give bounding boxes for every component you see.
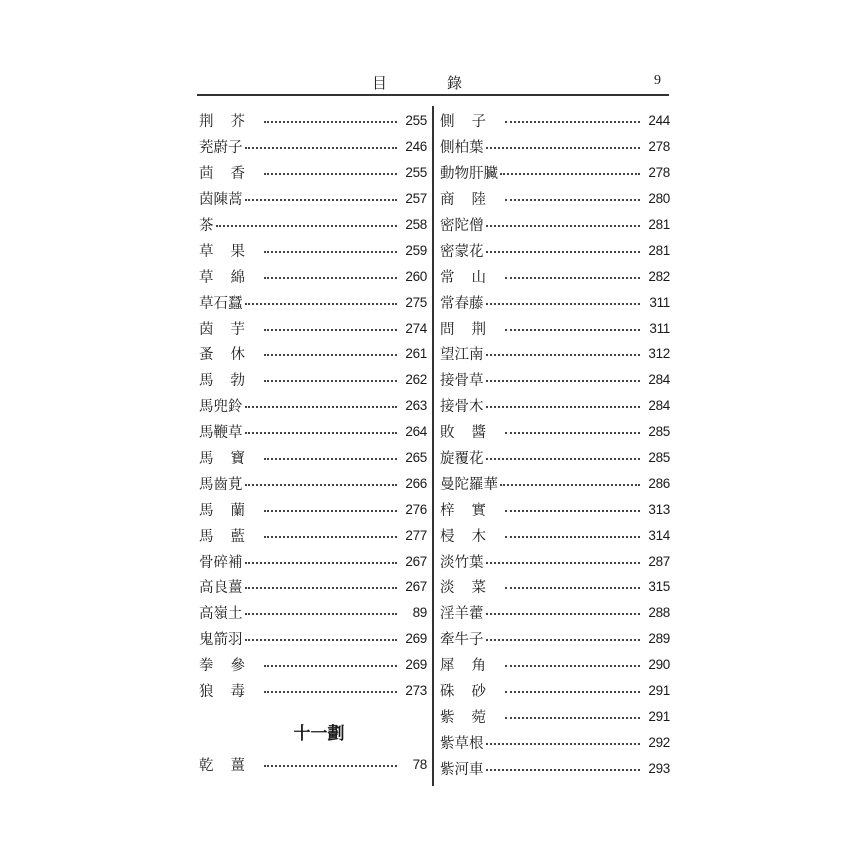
toc-entry[interactable] [199, 522, 427, 548]
entry-page-number: 255 [405, 165, 427, 181]
toc-entry[interactable] [199, 445, 427, 471]
toc-entry[interactable] [199, 652, 427, 678]
entry-name: 鬼箭羽 [199, 632, 243, 649]
leader-dots [486, 742, 641, 745]
entry-page-number: 262 [405, 372, 427, 388]
entry-page-number: 89 [412, 605, 427, 621]
entry-name: 狼毒 [199, 684, 262, 701]
entry-page-number: 289 [648, 631, 670, 647]
toc-entry[interactable] [440, 367, 670, 393]
toc-entry[interactable] [199, 548, 427, 574]
entry-name: 問荆 [440, 321, 503, 338]
entry-name: 茵芋 [199, 321, 262, 338]
toc-entry[interactable] [199, 574, 427, 600]
entry-name: 淡菜 [440, 580, 503, 597]
toc-entry[interactable] [199, 289, 427, 315]
entry-name: 馬蘭 [199, 502, 262, 519]
toc-entry[interactable] [440, 315, 670, 341]
leader-dots [245, 198, 398, 201]
toc-entry[interactable] [440, 134, 670, 160]
entry-page-number: 311 [649, 294, 670, 310]
entry-name: 望江南 [440, 347, 484, 364]
entry-name: 茵陳蒿 [199, 192, 243, 209]
entry-page-number: 285 [648, 424, 670, 440]
entry-page-number: 291 [648, 708, 670, 724]
entry-page-number: 267 [405, 553, 427, 569]
toc-entry[interactable] [440, 341, 670, 367]
leader-dots [486, 302, 641, 305]
entry-name: 梫木 [440, 528, 503, 545]
leader-dots [264, 379, 397, 382]
entry-name: 茺蔚子 [199, 140, 243, 157]
leader-dots [245, 302, 398, 305]
toc-entry[interactable] [440, 160, 670, 186]
leader-dots [264, 250, 397, 253]
entry-page-number: 315 [648, 579, 670, 595]
entry-page-number: 258 [405, 217, 427, 232]
entry-name: 側柏葉 [440, 140, 484, 157]
leader-dots [264, 276, 397, 279]
entry-page-number: 285 [648, 450, 670, 466]
entry-page-number: 244 [648, 113, 670, 129]
leader-dots [486, 638, 641, 641]
toc-entry[interactable] [440, 755, 670, 781]
entry-name: 高良薑 [199, 580, 243, 597]
leader-dots [505, 664, 640, 667]
leader-dots [486, 250, 641, 253]
entry-page-number: 267 [405, 579, 427, 595]
leader-dots [486, 146, 641, 149]
leader-dots [500, 172, 640, 175]
toc-entry[interactable] [199, 393, 427, 419]
toc-entry[interactable] [440, 263, 670, 289]
entry-name: 密陀僧 [440, 218, 484, 234]
leader-dots [264, 328, 397, 331]
toc-entry[interactable] [199, 237, 427, 263]
toc-entry[interactable] [440, 237, 670, 263]
entry-page-number: 281 [648, 217, 670, 232]
entry-page-number: 291 [648, 683, 670, 699]
entry-page-number: 281 [648, 242, 670, 258]
leader-dots [264, 690, 397, 693]
leader-dots [264, 457, 397, 460]
leader-dots [505, 431, 640, 434]
toc-entry[interactable] [440, 212, 670, 238]
entry-name: 旋覆花 [440, 451, 484, 468]
leader-dots [264, 764, 397, 767]
entry-page-number: 274 [405, 320, 427, 336]
entry-name: 荆芥 [199, 114, 262, 131]
entry-name: 草果 [199, 243, 262, 260]
entry-name: 淫羊藿 [440, 606, 484, 623]
entry-name: 梓實 [440, 502, 503, 519]
toc-entry[interactable] [440, 703, 670, 729]
toc-entry[interactable] [199, 751, 427, 777]
entry-name: 草綿 [199, 269, 262, 286]
entry-page-number: 277 [405, 527, 427, 543]
toc-entry[interactable] [440, 626, 670, 652]
toc-entry[interactable] [199, 470, 427, 496]
entry-page-number: 278 [648, 165, 670, 181]
toc-entry[interactable] [440, 393, 670, 419]
leader-dots [505, 535, 640, 538]
entry-name: 常春藤 [440, 295, 484, 312]
entry-name: 商陸 [440, 192, 503, 209]
entry-page-number: 259 [405, 242, 427, 258]
toc-entry[interactable] [199, 160, 427, 186]
entry-page-number: 312 [648, 346, 670, 362]
entry-name: 紫草根 [440, 735, 484, 752]
entry-name: 拳參 [199, 658, 262, 675]
leader-dots [505, 328, 640, 331]
leader-dots [505, 509, 640, 512]
entry-name: 敗醬 [440, 425, 503, 442]
entry-page-number: 284 [648, 372, 670, 388]
leader-dots [245, 638, 398, 641]
toc-entry[interactable] [199, 212, 427, 238]
entry-name: 動物肝臟 [440, 166, 498, 183]
entry-name: 茴香 [199, 166, 262, 183]
leader-dots [505, 690, 640, 693]
header-title-part2: 錄 [447, 74, 463, 92]
leader-dots [505, 716, 640, 719]
leader-dots [245, 431, 398, 434]
leader-dots [245, 612, 398, 615]
toc-entry[interactable] [199, 626, 427, 652]
toc-entry[interactable] [199, 186, 427, 212]
toc-entry[interactable] [199, 134, 427, 160]
leader-dots [500, 483, 640, 486]
entry-name: 馬鞭草 [199, 425, 243, 442]
entry-page-number: 263 [405, 398, 427, 414]
column-divider [432, 106, 434, 786]
toc-entry[interactable] [440, 445, 670, 471]
entry-page-number: 286 [648, 475, 670, 491]
entry-page-number: 290 [648, 657, 670, 673]
leader-dots [216, 224, 398, 227]
leader-dots [264, 664, 397, 667]
leader-dots [245, 483, 398, 486]
toc-entry[interactable] [199, 263, 427, 289]
toc-entry[interactable] [199, 108, 427, 134]
entry-page-number: 257 [405, 191, 427, 207]
toc-entry[interactable] [199, 600, 427, 626]
toc-entry[interactable] [199, 367, 427, 393]
leader-dots [486, 457, 641, 460]
entry-name: 接骨草 [440, 373, 484, 390]
entry-name: 紫河車 [440, 761, 484, 778]
toc-entry[interactable] [199, 678, 427, 704]
entry-page-number: 264 [405, 424, 427, 440]
entry-page-number: 266 [405, 475, 427, 491]
entry-page-number: 269 [405, 657, 427, 673]
toc-entry[interactable] [440, 600, 670, 626]
leader-dots [505, 586, 640, 589]
toc-entry[interactable] [199, 496, 427, 522]
entry-page-number: 293 [648, 760, 670, 776]
toc-entry[interactable] [440, 548, 670, 574]
leader-dots [505, 198, 640, 201]
entry-name: 常山 [440, 269, 503, 286]
entry-name: 高嶺土 [199, 606, 243, 623]
toc-entry[interactable] [440, 186, 670, 212]
entry-name: 接骨木 [440, 399, 484, 416]
leader-dots [264, 509, 397, 512]
entry-page-number: 275 [405, 294, 427, 310]
entry-name: 牽牛子 [440, 632, 484, 649]
entry-name: 茶 [199, 218, 214, 234]
entry-name: 草石蠶 [199, 295, 243, 312]
leader-dots [264, 353, 397, 356]
leader-dots [264, 535, 397, 538]
entry-name: 馬勃 [199, 373, 262, 390]
entry-page-number: 255 [405, 113, 427, 129]
leader-dots [245, 146, 398, 149]
header-rule [197, 94, 669, 96]
entry-page-number: 265 [405, 450, 427, 466]
leader-dots [486, 353, 641, 356]
leader-dots [486, 405, 641, 408]
entry-name: 紫菀 [440, 709, 503, 726]
page-number: 9 [654, 73, 661, 88]
leader-dots [245, 405, 398, 408]
entry-name: 硃砂 [440, 684, 503, 701]
entry-page-number: 78 [412, 756, 427, 772]
entry-page-number: 314 [648, 527, 670, 543]
entry-page-number: 269 [405, 631, 427, 647]
leader-dots [486, 561, 641, 564]
leader-dots [505, 276, 640, 279]
entry-name: 馬齒莧 [199, 476, 243, 493]
section-title: 十一劃 [293, 724, 345, 745]
toc-entry[interactable] [440, 108, 670, 134]
leader-dots [245, 561, 398, 564]
entry-name: 犀角 [440, 658, 503, 675]
toc-entry[interactable] [440, 470, 670, 496]
toc-entry[interactable] [199, 315, 427, 341]
entry-name: 曼陀羅華 [440, 476, 498, 493]
toc-entry[interactable] [199, 419, 427, 445]
entry-page-number: 276 [405, 501, 427, 517]
page-header [197, 68, 669, 94]
leader-dots [486, 379, 641, 382]
toc-entry[interactable] [440, 419, 670, 445]
toc-entry[interactable] [440, 652, 670, 678]
toc-entry[interactable] [440, 522, 670, 548]
entry-page-number: 311 [649, 320, 670, 336]
entry-name: 蚤休 [199, 347, 262, 364]
entry-page-number: 284 [648, 398, 670, 414]
leader-dots [264, 172, 397, 175]
toc-entry[interactable] [440, 574, 670, 600]
entry-page-number: 287 [648, 553, 670, 569]
toc-entry[interactable] [440, 729, 670, 755]
entry-name: 淡竹葉 [440, 554, 484, 571]
leader-dots [486, 224, 641, 227]
entry-page-number: 246 [405, 139, 427, 155]
leader-dots [505, 120, 640, 123]
left-column [199, 108, 427, 777]
entry-page-number: 260 [405, 268, 427, 284]
entry-page-number: 261 [405, 346, 427, 362]
leader-dots [486, 768, 641, 771]
entry-name: 馬兜鈴 [199, 399, 243, 416]
entry-page-number: 288 [648, 605, 670, 621]
toc-entry[interactable] [440, 678, 670, 704]
header-title-part1: 目 [372, 74, 388, 92]
entry-page-number: 313 [648, 501, 670, 517]
entry-page-number: 278 [648, 139, 670, 155]
entry-page-number: 282 [648, 268, 670, 284]
entry-page-number: 280 [648, 191, 670, 207]
toc-entry[interactable] [440, 289, 670, 315]
entry-page-number: 273 [405, 683, 427, 699]
entry-name: 骨碎補 [199, 554, 243, 571]
leader-dots [264, 120, 397, 123]
toc-entry[interactable] [440, 496, 670, 522]
entry-page-number: 292 [648, 734, 670, 750]
toc-entry[interactable] [199, 341, 427, 367]
entry-name: 馬寶 [199, 451, 262, 468]
entry-name: 密蒙花 [440, 243, 484, 260]
entry-name: 側子 [440, 114, 503, 131]
entry-name: 乾薑 [199, 757, 262, 774]
right-column [440, 108, 670, 781]
entry-name: 馬藍 [199, 528, 262, 545]
leader-dots [245, 586, 398, 589]
leader-dots [486, 612, 641, 615]
